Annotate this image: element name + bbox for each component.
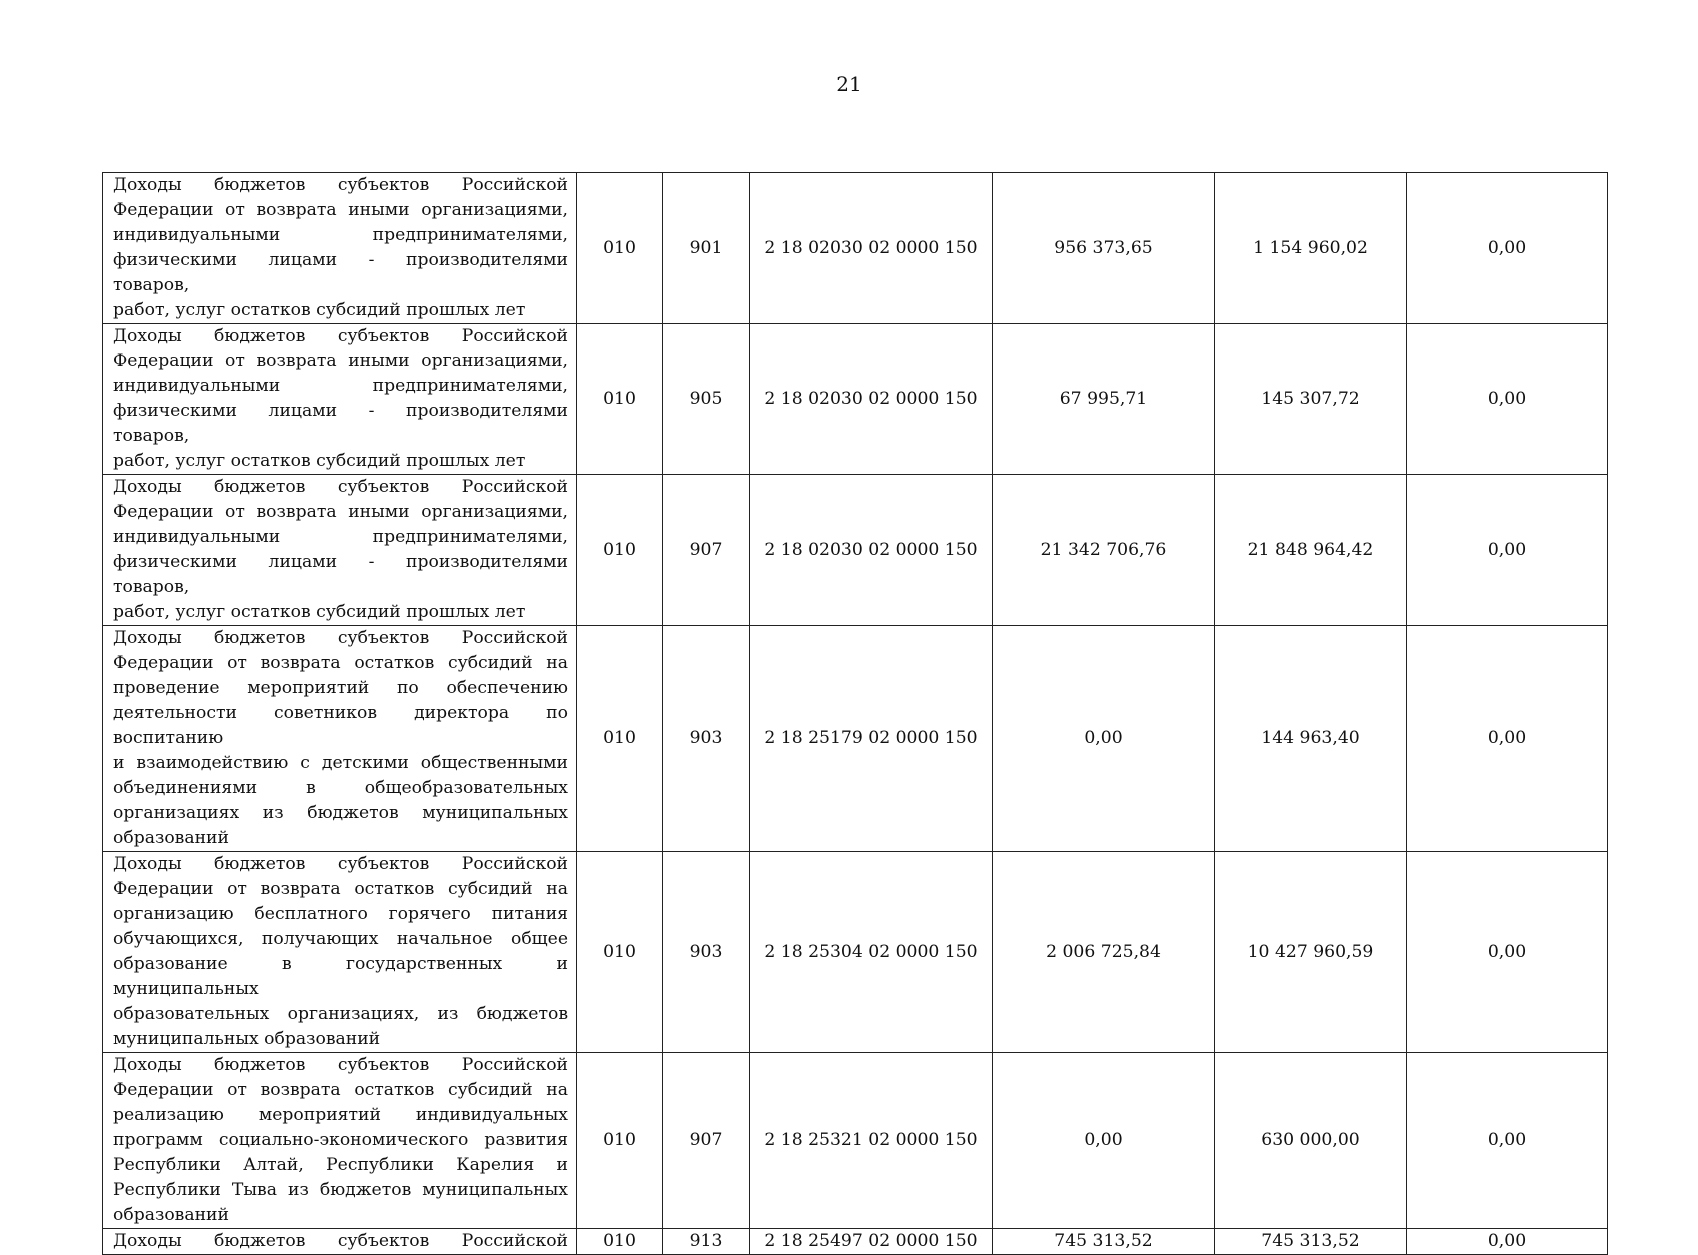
description-cell: [103, 1053, 577, 1229]
description-cell: [103, 173, 577, 324]
description-line: Республики Алтай, Республики Карелия и: [113, 1155, 568, 1175]
description-line: Федерации от возврата иными организациями,: [113, 200, 568, 220]
description-line: Доходы бюджетов субъектов Российской: [113, 326, 568, 346]
amount-1-cell: 67 995,71: [993, 324, 1215, 475]
table-body: [103, 173, 1608, 1255]
description-line: организациях из бюджетов муниципальных: [113, 803, 568, 823]
description-line: образовательных организациях, из бюджетов: [113, 1004, 568, 1024]
description-line: индивидуальными предпринимателями,: [113, 376, 568, 396]
amount-1-cell: 0,00: [993, 626, 1215, 852]
table-row: [103, 626, 1608, 852]
amount-3-cell: 0,00: [1407, 1053, 1608, 1229]
amount-2-cell: 10 427 960,59: [1215, 852, 1407, 1053]
description-line: Доходы бюджетов субъектов Российской: [113, 175, 568, 195]
amount-1-cell: 2 006 725,84: [993, 852, 1215, 1053]
kbk-code-cell: 2 18 25304 02 0000 150: [750, 852, 993, 1053]
amount-1-cell: 956 373,65: [993, 173, 1215, 324]
amount-2-cell: 145 307,72: [1215, 324, 1407, 475]
description-line: работ, услуг остатков субсидий прошлых лет: [113, 602, 526, 622]
description-line: физическими лицами - производителями товаров,: [113, 401, 568, 446]
description-line: Федерации от возврата остатков субсидий на: [113, 653, 568, 673]
description-line: индивидуальными предпринимателями,: [113, 225, 568, 245]
amount-3-cell: 0,00: [1407, 173, 1608, 324]
table-row: [103, 852, 1608, 1053]
admin-code-cell: 901: [663, 173, 750, 324]
description-line: Доходы бюджетов субъектов Российской: [113, 477, 568, 497]
description-line: Доходы бюджетов субъектов Российской: [113, 628, 568, 648]
description-line: Доходы бюджетов субъектов Российской: [113, 1231, 568, 1251]
amount-2-cell: 144 963,40: [1215, 626, 1407, 852]
amount-2-cell: 630 000,00: [1215, 1053, 1407, 1229]
table-row: [103, 1053, 1608, 1229]
page-number: 21: [836, 72, 862, 96]
description-line: работ, услуг остатков субсидий прошлых лет: [113, 451, 526, 471]
description-line: программ социально-экономического развития: [113, 1130, 568, 1150]
description-line: Федерации от возврата остатков субсидий на: [113, 879, 568, 899]
table-row: [103, 173, 1608, 324]
chapter-code-cell: 010: [577, 1053, 663, 1229]
amount-2-cell: 21 848 964,42: [1215, 475, 1407, 626]
description-line: муниципальных образований: [113, 1029, 381, 1049]
kbk-code-cell: 2 18 02030 02 0000 150: [750, 324, 993, 475]
amount-1-cell: 21 342 706,76: [993, 475, 1215, 626]
revenue-table: [102, 172, 1608, 1255]
description-line: проведение мероприятий по обеспечению: [113, 678, 568, 698]
chapter-code-cell: 010: [577, 852, 663, 1053]
description-line: и взаимодействию с детскими общественными: [113, 753, 568, 773]
description-line: Республики Тыва из бюджетов муниципальных: [113, 1180, 568, 1200]
description-cell: [103, 1229, 577, 1255]
chapter-code-cell: 010: [577, 475, 663, 626]
table-row: [103, 1229, 1608, 1255]
amount-3-cell: 0,00: [1407, 626, 1608, 852]
description-line: деятельности советников директора по воспитанию: [113, 703, 568, 748]
description-line: реализацию мероприятий индивидуальных: [113, 1105, 568, 1125]
amount-3-cell: 0,00: [1407, 324, 1608, 475]
description-line: обучающихся, получающих начальное общее: [113, 929, 568, 949]
amount-3-cell: 0,00: [1407, 852, 1608, 1053]
amount-2-cell: 745 313,52: [1215, 1229, 1407, 1255]
amount-1-cell: 745 313,52: [993, 1229, 1215, 1255]
admin-code-cell: 905: [663, 324, 750, 475]
chapter-code-cell: 010: [577, 324, 663, 475]
amount-3-cell: 0,00: [1407, 475, 1608, 626]
amount-3-cell: 0,00: [1407, 1229, 1608, 1255]
description-line: Доходы бюджетов субъектов Российской: [113, 854, 568, 874]
kbk-code-cell: 2 18 25321 02 0000 150: [750, 1053, 993, 1229]
description-line: организацию бесплатного горячего питания: [113, 904, 568, 924]
chapter-code-cell: 010: [577, 626, 663, 852]
chapter-code-cell: 010: [577, 1229, 663, 1255]
admin-code-cell: 903: [663, 626, 750, 852]
description-line: образований: [113, 828, 229, 848]
description-cell: [103, 475, 577, 626]
description-line: Федерации от возврата остатков субсидий на: [113, 1080, 568, 1100]
description-cell: [103, 324, 577, 475]
kbk-code-cell: 2 18 25179 02 0000 150: [750, 626, 993, 852]
table-row: [103, 475, 1608, 626]
description-line: объединениями в общеобразовательных: [113, 778, 568, 798]
description-line: Федерации от возврата иными организациями,: [113, 351, 568, 371]
kbk-code-cell: 2 18 25497 02 0000 150: [750, 1229, 993, 1255]
description-line: образование в государственных и муниципальных: [113, 954, 568, 999]
kbk-code-cell: 2 18 02030 02 0000 150: [750, 475, 993, 626]
description-line: Доходы бюджетов субъектов Российской: [113, 1055, 568, 1075]
description-line: индивидуальными предпринимателями,: [113, 527, 568, 547]
kbk-code-cell: 2 18 02030 02 0000 150: [750, 173, 993, 324]
description-line: Федерации от возврата иными организациями,: [113, 502, 568, 522]
table-row: [103, 324, 1608, 475]
description-line: образований: [113, 1205, 229, 1225]
chapter-code-cell: 010: [577, 173, 663, 324]
description-cell: [103, 852, 577, 1053]
description-line: работ, услуг остатков субсидий прошлых лет: [113, 300, 526, 320]
amount-1-cell: 0,00: [993, 1053, 1215, 1229]
description-line: физическими лицами - производителями товаров,: [113, 250, 568, 295]
admin-code-cell: 903: [663, 852, 750, 1053]
description-line: физическими лицами - производителями товаров,: [113, 552, 568, 597]
admin-code-cell: 907: [663, 1053, 750, 1229]
admin-code-cell: 913: [663, 1229, 750, 1255]
admin-code-cell: 907: [663, 475, 750, 626]
description-cell: [103, 626, 577, 852]
amount-2-cell: 1 154 960,02: [1215, 173, 1407, 324]
